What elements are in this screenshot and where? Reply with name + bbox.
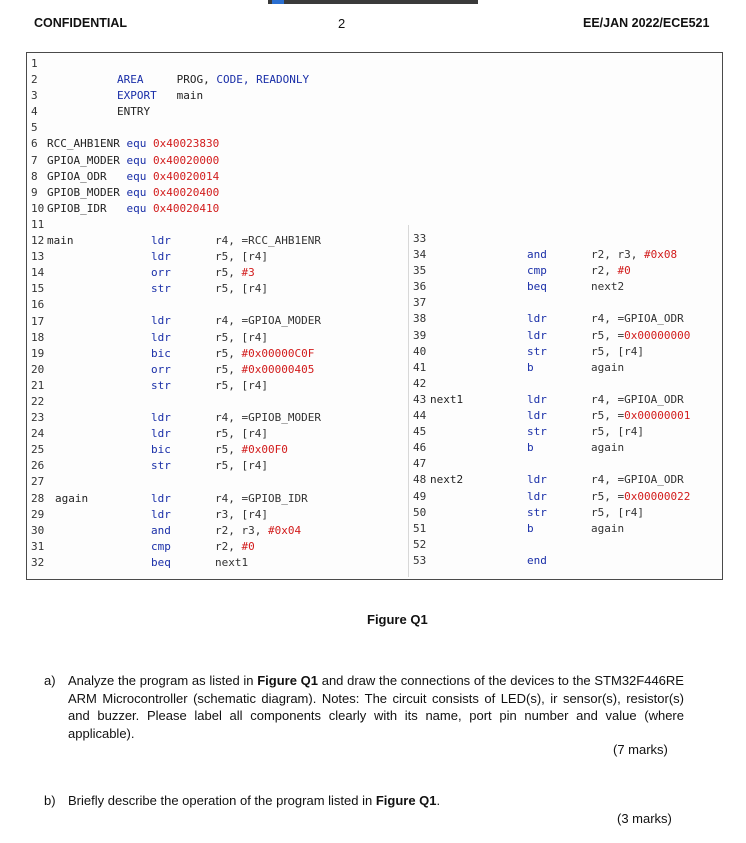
label-line — [55, 491, 88, 507]
operands: again — [591, 360, 625, 374]
col1-line-number: 30 — [31, 523, 45, 537]
code-line — [151, 507, 321, 523]
question-a-figure-ref: Figure Q1 — [257, 673, 318, 688]
label-line — [55, 265, 88, 281]
code-line — [151, 555, 321, 571]
code-col2-instructions — [527, 231, 690, 569]
equate-value: 0x40020410 — [152, 201, 220, 215]
operands: r5, [r4] — [591, 505, 644, 519]
directive-area: AREA — [117, 73, 144, 87]
label-line — [55, 297, 88, 313]
directive-entry: ENTRY — [117, 105, 151, 119]
immediate-value: #0 — [241, 539, 255, 553]
opcode: ldr — [527, 312, 547, 326]
opcode: cmp — [527, 264, 547, 278]
col1-line-number: 2 — [31, 73, 38, 87]
label-line — [55, 442, 88, 458]
opcode: ldr — [527, 328, 547, 342]
operands: r4, =RCC_AHB1ENR — [215, 234, 321, 247]
code-line — [527, 376, 690, 392]
opcode: ldr — [527, 409, 547, 423]
label-line — [55, 458, 88, 474]
immediate-value: #0 — [617, 264, 631, 278]
col2-line-number: 52 — [413, 537, 427, 551]
operands: r5, — [215, 266, 242, 280]
col1-line-number: 27 — [31, 475, 45, 489]
code-line — [151, 281, 321, 297]
code-col2-labels — [430, 231, 463, 569]
col2-line-number: 40 — [413, 344, 427, 358]
operands: r4, =GPIOA_ODR — [591, 473, 684, 487]
col1-line-number: 19 — [31, 346, 45, 360]
label-line — [55, 378, 88, 394]
opcode: ldr — [151, 250, 171, 264]
code-line — [151, 539, 321, 555]
immediate-value: #0x00000C0F — [241, 346, 315, 360]
col2-line-number: 50 — [413, 505, 427, 519]
col1-line-number: 18 — [31, 330, 45, 344]
label-line — [430, 247, 463, 263]
equ-keyword: equ — [126, 169, 147, 183]
col1-line-number: 13 — [31, 250, 45, 264]
label-line — [430, 344, 463, 360]
code-line — [527, 521, 690, 537]
col1-line-number: 21 — [31, 378, 45, 392]
code-line — [527, 553, 690, 569]
opcode: orr — [151, 362, 171, 376]
question-b-label: b) — [44, 793, 56, 808]
col1-line-number: 17 — [31, 314, 45, 328]
equ-keyword: equ — [126, 185, 147, 199]
question-b-marks: (3 marks) — [617, 811, 672, 826]
opcode: str — [151, 378, 171, 392]
opcode: ldr — [151, 507, 171, 521]
code-label: again — [55, 491, 89, 505]
label-line — [55, 474, 88, 490]
question-a-label: a) — [44, 673, 56, 688]
col1-line-number: 11 — [31, 217, 45, 231]
label-line — [430, 231, 463, 247]
label-line — [430, 263, 463, 279]
col1-line-number: 22 — [31, 394, 45, 408]
header-confidential: CONFIDENTIAL — [34, 16, 128, 30]
column-divider — [408, 225, 409, 577]
code-col1-instructions — [151, 233, 321, 571]
col1-line-number: 26 — [31, 459, 45, 473]
col2-line-number: 39 — [413, 328, 427, 342]
immediate-value: #3 — [241, 266, 255, 280]
col1-line-number: 1 — [31, 57, 38, 70]
equ-keyword: equ — [126, 201, 147, 215]
operands: r5, — [215, 346, 242, 360]
col1-line-number: 32 — [31, 555, 45, 569]
label-line — [430, 392, 463, 408]
col2-line-number: 53 — [413, 553, 427, 567]
code-line — [151, 233, 321, 249]
immediate-value: #0x00F0 — [241, 443, 288, 457]
label-line — [430, 553, 463, 569]
operands: r4, =GPIOA_ODR — [591, 392, 684, 406]
opcode: end — [527, 553, 547, 567]
label-line — [430, 424, 463, 440]
question-b-text — [68, 792, 684, 810]
code-line — [527, 456, 690, 472]
col2-line-number: 38 — [413, 312, 427, 326]
code-line — [527, 472, 690, 488]
immediate-value: #0x08 — [643, 248, 678, 262]
question-a-text-part2: and draw the connections of the devices to the STM32F446RE ARM Microcontroller (schematic diagram). Notes: The circuit consists of LED(s), ir sensor(s), resistor(s) and buzzer. Please label all components clearly with its name, port pin number and value (where applicable). — [68, 673, 684, 741]
opcode: ldr — [151, 314, 171, 328]
opcode: ldr — [151, 330, 171, 344]
label-line — [55, 410, 88, 426]
opcode: beq — [151, 555, 171, 569]
col2-line-number: 37 — [413, 296, 427, 310]
question-b-text-part2: . — [436, 793, 441, 808]
code-line — [527, 247, 690, 263]
code-line — [151, 265, 321, 281]
operands: r2, — [591, 264, 618, 278]
operands: r5, = — [591, 328, 625, 342]
equate-value: 0x40023830 — [152, 137, 220, 151]
code-line — [527, 360, 690, 376]
immediate-value: 0x00000022 — [624, 489, 691, 503]
col1-line-number: 14 — [31, 266, 45, 280]
code-line — [527, 408, 690, 424]
code-line — [527, 231, 690, 247]
col1-line-number: 12 — [31, 234, 45, 248]
col2-line-number: 49 — [413, 489, 427, 503]
label-line — [55, 394, 88, 410]
label-line — [55, 249, 88, 265]
code-line — [151, 297, 321, 313]
code-line — [527, 311, 690, 327]
page-number: 2 — [338, 16, 346, 31]
col1-line-number: 24 — [31, 427, 45, 441]
code-line — [151, 523, 321, 539]
question-a-text — [68, 672, 684, 742]
operands: r4, =GPIOA_ODR — [591, 312, 684, 326]
operands: r5, [r4] — [215, 378, 268, 392]
operands: again — [591, 521, 625, 535]
col1-line-number: 28 — [31, 491, 45, 505]
equate-label: GPIOA_MODER — [47, 153, 120, 167]
col2-line-number: 42 — [413, 376, 427, 390]
col1-line-number: 25 — [31, 443, 45, 457]
operands: r5, [r4] — [215, 250, 268, 264]
opcode: bic — [151, 443, 171, 457]
question-b-text-part1: Briefly describe the operation of the program listed in — [68, 793, 376, 808]
label-line — [430, 456, 463, 472]
col1-line-number: 6 — [31, 137, 38, 151]
col1-line-number: 8 — [31, 169, 38, 183]
label-line — [430, 311, 463, 327]
equate-label: GPIOB_MODER — [47, 185, 120, 199]
col2-line-number: 44 — [413, 409, 427, 423]
col1-line-number: 29 — [31, 507, 45, 521]
directive-export: EXPORT — [117, 89, 157, 103]
code-line — [527, 537, 690, 553]
col2-line-number: 41 — [413, 360, 427, 374]
code-line — [527, 505, 690, 521]
opcode: ldr — [151, 491, 171, 505]
immediate-value: 0x00000000 — [624, 328, 691, 342]
col2-line-number: 47 — [413, 457, 427, 471]
col2-line-number: 46 — [413, 441, 427, 455]
label-line — [55, 523, 88, 539]
label-line — [55, 346, 88, 362]
operands: r5, [r4] — [591, 344, 644, 358]
label-line — [430, 489, 463, 505]
immediate-value: 0x00000001 — [624, 409, 691, 423]
opcode: cmp — [151, 539, 171, 553]
code-label: next2 — [430, 473, 464, 487]
code-line — [151, 346, 321, 362]
opcode: b — [527, 360, 534, 374]
opcode: str — [527, 505, 547, 519]
opcode: orr — [151, 266, 171, 280]
code-label: next1 — [430, 392, 464, 406]
label-line — [430, 295, 463, 311]
label-line — [430, 521, 463, 537]
code-line — [151, 410, 321, 426]
code-line — [527, 279, 690, 295]
opcode: ldr — [527, 489, 547, 503]
opcode: b — [527, 521, 534, 535]
label-line — [55, 539, 88, 555]
label-line — [55, 426, 88, 442]
operands: again — [591, 441, 625, 455]
opcode: ldr — [527, 473, 547, 487]
opcode: and — [527, 248, 547, 262]
label-line — [430, 360, 463, 376]
code-line — [151, 362, 321, 378]
label-line — [55, 330, 88, 346]
operands: r5, [r4] — [215, 427, 268, 441]
export-args: main — [176, 89, 204, 103]
code-line — [151, 458, 321, 474]
col2-line-number: 43 — [413, 392, 427, 406]
code-line — [151, 394, 321, 410]
label-line — [430, 440, 463, 456]
opcode: beq — [527, 280, 547, 294]
opcode: ldr — [151, 427, 171, 441]
col2-line-number: 33 — [413, 232, 427, 245]
equ-keyword: equ — [126, 153, 147, 167]
code-line — [527, 424, 690, 440]
col1-line-number: 20 — [31, 362, 45, 376]
operands: r5, = — [591, 409, 625, 423]
code-line — [151, 330, 321, 346]
label-line — [55, 313, 88, 329]
label-line — [55, 507, 88, 523]
operands: r5, — [215, 362, 242, 376]
col1-line-number: 7 — [31, 153, 38, 167]
code-line — [527, 489, 690, 505]
operands: r5, [r4] — [215, 282, 268, 296]
opcode: str — [151, 459, 171, 473]
col1-line-number: 9 — [31, 185, 38, 199]
label-line — [55, 555, 88, 571]
figure-caption: Figure Q1 — [367, 612, 428, 627]
code-line — [527, 392, 690, 408]
code-line — [151, 474, 321, 490]
title-bar-accent — [272, 0, 284, 4]
operands: next2 — [591, 280, 625, 294]
label-line — [430, 505, 463, 521]
operands: r2, r3, — [591, 248, 644, 262]
main-label: main — [47, 234, 74, 248]
immediate-value: #0x00000405 — [241, 362, 315, 376]
opcode: ldr — [151, 234, 171, 247]
operands: next1 — [215, 555, 249, 569]
operands: r5, — [215, 443, 242, 457]
label-line — [430, 376, 463, 392]
code-listing — [26, 52, 723, 580]
code-line — [527, 440, 690, 456]
col2-line-number: 35 — [413, 264, 427, 278]
opcode: str — [527, 344, 547, 358]
operands: r5, [r4] — [215, 459, 268, 473]
opcode: and — [151, 523, 171, 537]
opcode: ldr — [151, 411, 171, 425]
opcode: ldr — [527, 392, 547, 406]
question-a-marks: (7 marks) — [613, 742, 668, 757]
code-line — [527, 344, 690, 360]
question-b-figure-ref: Figure Q1 — [375, 793, 437, 808]
col1-line-number: 16 — [31, 298, 45, 312]
code-line — [151, 442, 321, 458]
col2-line-number: 48 — [413, 473, 427, 487]
col1-line-number: 3 — [31, 89, 38, 103]
code-line — [151, 313, 321, 329]
operands: r5, [r4] — [591, 425, 644, 439]
operands: r2, — [215, 539, 242, 553]
label-line — [430, 537, 463, 553]
col1-line-number: 10 — [31, 201, 45, 215]
col2-line-number: 45 — [413, 425, 427, 439]
label-line — [55, 233, 88, 249]
code-line — [527, 263, 690, 279]
line-numbers-col2 — [413, 231, 426, 569]
label-line — [430, 328, 463, 344]
label-line — [430, 408, 463, 424]
code-line — [151, 378, 321, 394]
window-title-bar — [268, 0, 478, 4]
label-line — [430, 472, 463, 488]
equate-label: GPIOA_ODR — [47, 169, 107, 183]
code-line — [527, 295, 690, 311]
operands: r4, =GPIOB_MODER — [215, 411, 321, 425]
code-line — [527, 328, 690, 344]
operands: r2, r3, — [215, 523, 268, 537]
immediate-value: #0x04 — [267, 523, 302, 537]
header-course-code: EE/JAN 2022/ECE521 — [583, 16, 710, 30]
operands: r5, [r4] — [215, 330, 268, 344]
operands: r5, = — [591, 489, 625, 503]
label-line — [55, 281, 88, 297]
operands: r4, =GPIOB_IDR — [215, 491, 308, 505]
code-col1-labels — [55, 233, 88, 571]
col1-line-number: 23 — [31, 411, 45, 425]
code-line — [151, 491, 321, 507]
code-line — [151, 249, 321, 265]
col1-line-number: 31 — [31, 539, 45, 553]
label-line — [55, 362, 88, 378]
operands: r4, =GPIOA_MODER — [215, 314, 321, 328]
equate-label: RCC_AHB1ENR — [47, 137, 120, 151]
col1-line-number: 4 — [31, 105, 38, 119]
line-numbers-col1 — [31, 56, 44, 571]
opcode: bic — [151, 346, 171, 360]
opcode: str — [527, 425, 547, 439]
equate-value: 0x40020014 — [152, 169, 220, 183]
col2-line-number: 36 — [413, 280, 427, 294]
operands: r3, [r4] — [215, 507, 268, 521]
code-line — [151, 426, 321, 442]
code-col1: AREA PROG, CODE, READONLY EXPORT main ENTRY RCC_AHB1ENR equ 0x40023830 GPIOA_MODER equ 0x40020000 GPIOA_ODR equ 0x40020014 GPIOB_MODER equ 0x40020400 GPIOB_IDR equ 0x40020410 main — [47, 73, 310, 248]
col1-line-number: 15 — [31, 282, 45, 296]
label-line — [430, 279, 463, 295]
question-a-text-part1: Analyze the program as listed in — [68, 673, 258, 688]
opcode: str — [151, 282, 171, 296]
col2-line-number: 51 — [413, 521, 427, 535]
equ-keyword: equ — [126, 137, 147, 151]
equate-value: 0x40020000 — [152, 153, 220, 167]
col2-line-number: 34 — [413, 248, 427, 262]
opcode: b — [527, 441, 534, 455]
equate-label: GPIOB_IDR — [47, 201, 107, 215]
col1-line-number: 5 — [31, 121, 38, 135]
equate-value: 0x40020400 — [152, 185, 220, 199]
